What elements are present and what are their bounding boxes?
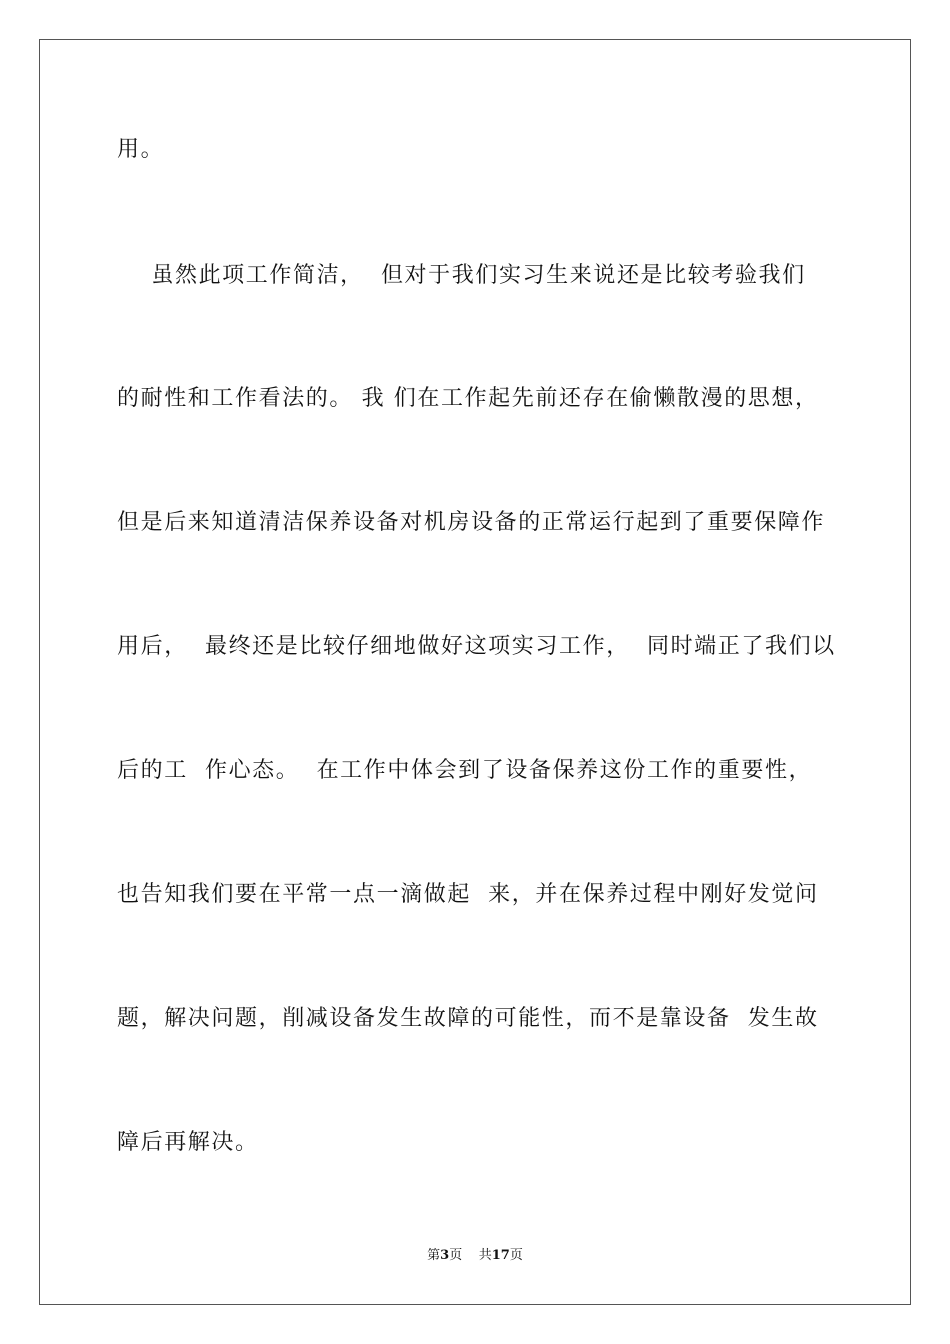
footer-total-prefix: 共 bbox=[478, 1248, 492, 1263]
paragraph-line-3: 的耐性和工作看法的。 我 们在工作起先前还存在偷懒散漫的思想， bbox=[117, 386, 819, 411]
footer-total-pages: 17 bbox=[491, 1248, 510, 1263]
footer-total-suffix: 页 bbox=[509, 1248, 523, 1263]
page-border bbox=[39, 39, 911, 1305]
paragraph-line-8: 题，解决问题，削减设备发生故障的可能性，而不是靠设备 发生故 bbox=[117, 1006, 819, 1031]
paragraph-line-2: 虽然此项工作简洁， 但对于我们实习生来说还是比较考验我们 bbox=[117, 263, 806, 288]
paragraph-line-7: 也告知我们要在平常一点一滴做起 来，并在保养过程中刚好发觉问 bbox=[117, 882, 819, 907]
paragraph-line-4: 但是后来知道清洁保养设备对机房设备的正常运行起到了重要保障作 bbox=[117, 510, 826, 535]
paragraph-line-9: 障后再解决。 bbox=[117, 1130, 259, 1155]
paragraph-line-6: 后的工 作心态。 在工作中体会到了设备保养这份工作的重要性， bbox=[117, 758, 813, 783]
footer-page-number: 3 bbox=[440, 1248, 450, 1263]
paragraph-line-5: 用后， 最终还是比较仔细地做好这项实习工作， 同时端正了我们以 bbox=[117, 634, 836, 659]
paragraph-line-1: 用。 bbox=[117, 137, 165, 162]
page-footer bbox=[0, 1247, 950, 1265]
footer-page-suffix: 页 bbox=[449, 1248, 463, 1263]
footer-page-prefix: 第 bbox=[427, 1248, 441, 1263]
